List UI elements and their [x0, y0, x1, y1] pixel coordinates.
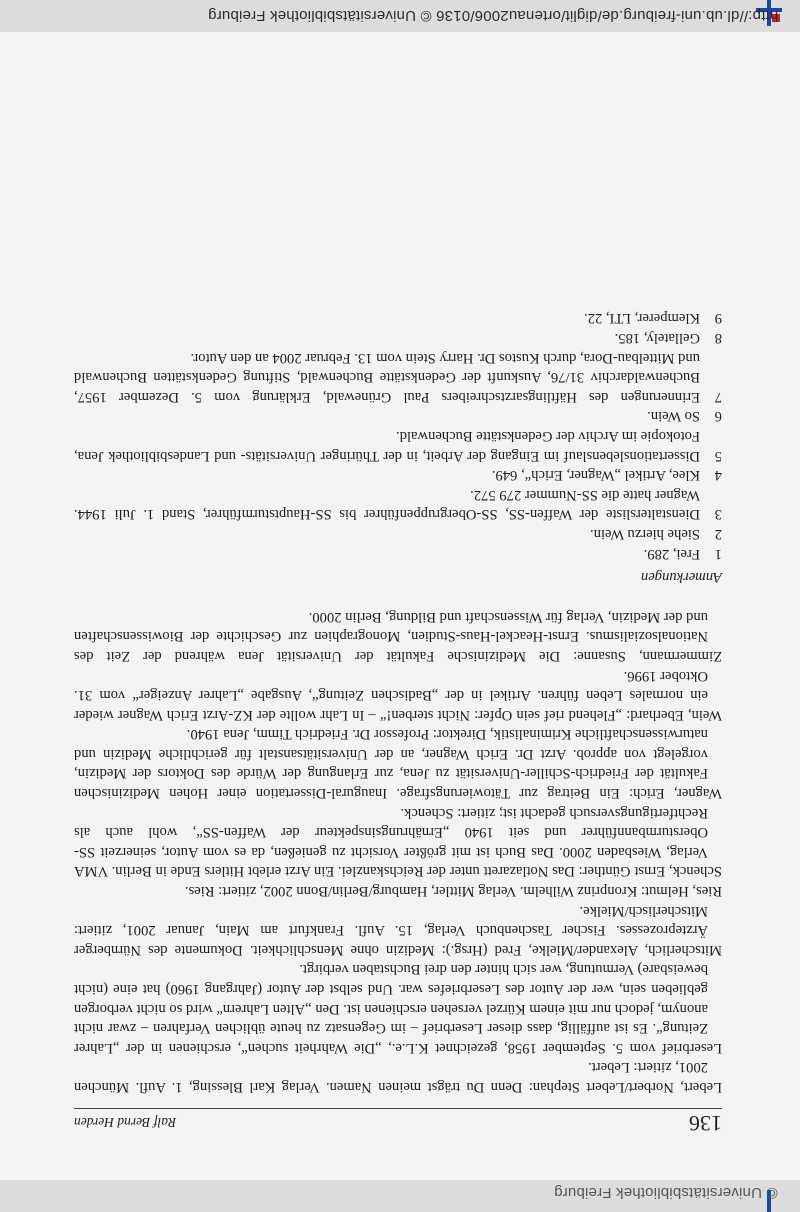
- reference-entry: Mitscherlich, Alexander/Mielke, Fred (Hrsg.): Medizin ohne Menschlichkeit. Dokumente des Nürnberger Ärzteprozesses. Fischer Taschenbuch Verlag, 15. Aufl. Frankfurt am Main, Januar 2001, zitiert: Mitscherlisch/Mielke.: [74, 902, 722, 958]
- reference-entry: Ries, Helmut: Kronprinz Wilhelm. Verlag Mittler, Hamburg/Berlin/Bonn 2002, zitiert: Ries.: [184, 883, 722, 900]
- note-text: Klemperer, LTI, 22.: [584, 310, 700, 327]
- copyright-notice: © Universitätsbibliothek Freiburg: [554, 1184, 778, 1201]
- note-number: 9: [714, 310, 722, 327]
- note-item: [74, 308, 722, 328]
- note-item: [74, 327, 722, 347]
- reference-entry: Wein, Eberhard: „Flehend rief sein Opfer: Nicht sterben!“ – In Lahr wollte der KZ-Arzt Erich Wagner wieder ein normales Leben führen. Artikel in der „Badischen Zeitung“, Ausgabe „Lahrer Anzeiger“ vom 31. Oktober 1996.: [74, 667, 722, 723]
- note-item: [74, 543, 722, 563]
- note-item: [74, 347, 722, 406]
- reference-entry: Schenck, Ernst Günther: Das Notlazarett unter der Reichskanzlei. Ein Arzt erlebt Hitlers Ende in Berlin. VMA Verlag, Wiesbaden 2000. Das Buch ist mit größter Vorsicht zu genießen, da es vom Autor, seinerzeit SS-Obersturmbannführer und seit 1940 „Ernährungsinspekteur der Waffen-SS“, wohl auch als Rechtfertigungsversuch gedacht ist; zitiert: Schenck.: [74, 804, 722, 880]
- note-number: 3: [714, 506, 722, 523]
- note-number: 2: [714, 525, 722, 542]
- note-text: Erinnerungen des Häftlingsarztschreibers Paul Grünewald, Erklärung vom 5. Dezember 1957, Buchenwaldarchiv 31/76, Auskunft der Gedenkstätte Buchenwald, Stiftung Gedenkstätten Buchenwald und Mittelbau-Dora, durch Kustos Dr. Harry Stein vom 13. Februar 2004 an den Autor.: [74, 349, 700, 405]
- note-item: [74, 425, 722, 464]
- note-number: 8: [714, 330, 722, 347]
- page-number: 136: [689, 1111, 722, 1136]
- note-text: So Wein.: [647, 408, 700, 425]
- note-text: Klee, Artikel „Wagner, Erich“, 649.: [491, 467, 700, 484]
- viewer-bottom-bar: [0, 1180, 800, 1212]
- notes-heading: Anmerkungen: [640, 569, 722, 586]
- page-content: [74, 308, 722, 1134]
- reference-entry: Zimmermann, Susanne: Die Medizinische Fakultät der Universität Jena während der Zeit des Nationalsozialismus. Ernst-Heackel-Haus-Studien, Monographien zur Geschichte der Biowissenschaften und der Medizin, Verlag für Wissenschaft und Bildung, Berlin 2000.: [74, 608, 722, 664]
- note-item: [74, 406, 722, 426]
- note-text: Siehe hierzu Wein.: [589, 525, 700, 542]
- note-text: Dissertationslebenslauf im Eingang der Arbeit, in der Thüringer Universitäts- und Landesbibliothek Jena, Fotokopie im Archiv der Gedenkstätte Buchenwald.: [74, 428, 700, 464]
- note-number: 4: [714, 467, 722, 484]
- reference-entry: Wagner, Erich: Ein Beitrag zur Tätowierungsfrage. Inaugural-Dissertation einer Hohen Medizinischen Fakultät der Friedrich-Schiller-Universität zu Jena, zur Erlangung der Würde des Doktors der Medizin, vorgelegt von approb. Arzt Dr. Erich Wagner, an der Universitätsanstalt für gerichtliche Medizin und naturwissenschaftliche Kriminalistik, Direktor: Professor Dr. Friedrich Timm, Jena 1940.: [74, 726, 722, 802]
- reference-entry: Leserbrief vom 5. September 1958, gezeichnet K.L.e., „Die Wahrheit suchen“, erschienen in der „Lahrer Zeitung“. Es ist auffällig, dass dieser Leserbrief – im Gegensatz zu heute üblichen Verfahren – zwar nicht anonym, jedoch nur mit einem Kürzel versehen erschienen ist. Den „Alten Lahrern“ wird so nicht verborgen geblieben sein, wer der Autor des Leserbriefes war. Und selbst der Autor (Jahrgang 1960) hat eine (nicht beweisbare) Vermutung, wer sich hinter den drei Buchstaben verbirgt.: [74, 961, 722, 1056]
- note-number: 6: [714, 408, 722, 425]
- page-header: [74, 1108, 722, 1134]
- note-number: 7: [714, 388, 722, 405]
- note-item: [74, 484, 722, 523]
- reference-entry: Lebert, Norbert/Lebert Stephan: Denn Du trägst meinen Namen. Verlag Karl Blessing, 1. Aufl. München 2001, zitiert: Lebert.: [74, 1059, 722, 1095]
- note-number: 5: [714, 447, 722, 464]
- note-text: Frei, 289.: [643, 545, 700, 562]
- note-item: [74, 465, 722, 485]
- source-url: http://dl.ub.uni-freiburg.de/diglit/ortenau2006/0136 © Universitätsbibliothek Freiburg: [207, 7, 778, 24]
- note-number: 1: [714, 545, 722, 562]
- note-text: Dienstaltersliste der Waffen-SS, SS-Obergruppenführer bis SS-Hauptsturmführer, Stand 1. Juli 1944. Wagner hatte die SS-Nummer 279 572.: [74, 486, 700, 523]
- note-text: Gellately, 185.: [614, 330, 700, 347]
- note-item: [74, 523, 722, 543]
- running-head: Ralf Bernd Herden: [74, 1114, 177, 1130]
